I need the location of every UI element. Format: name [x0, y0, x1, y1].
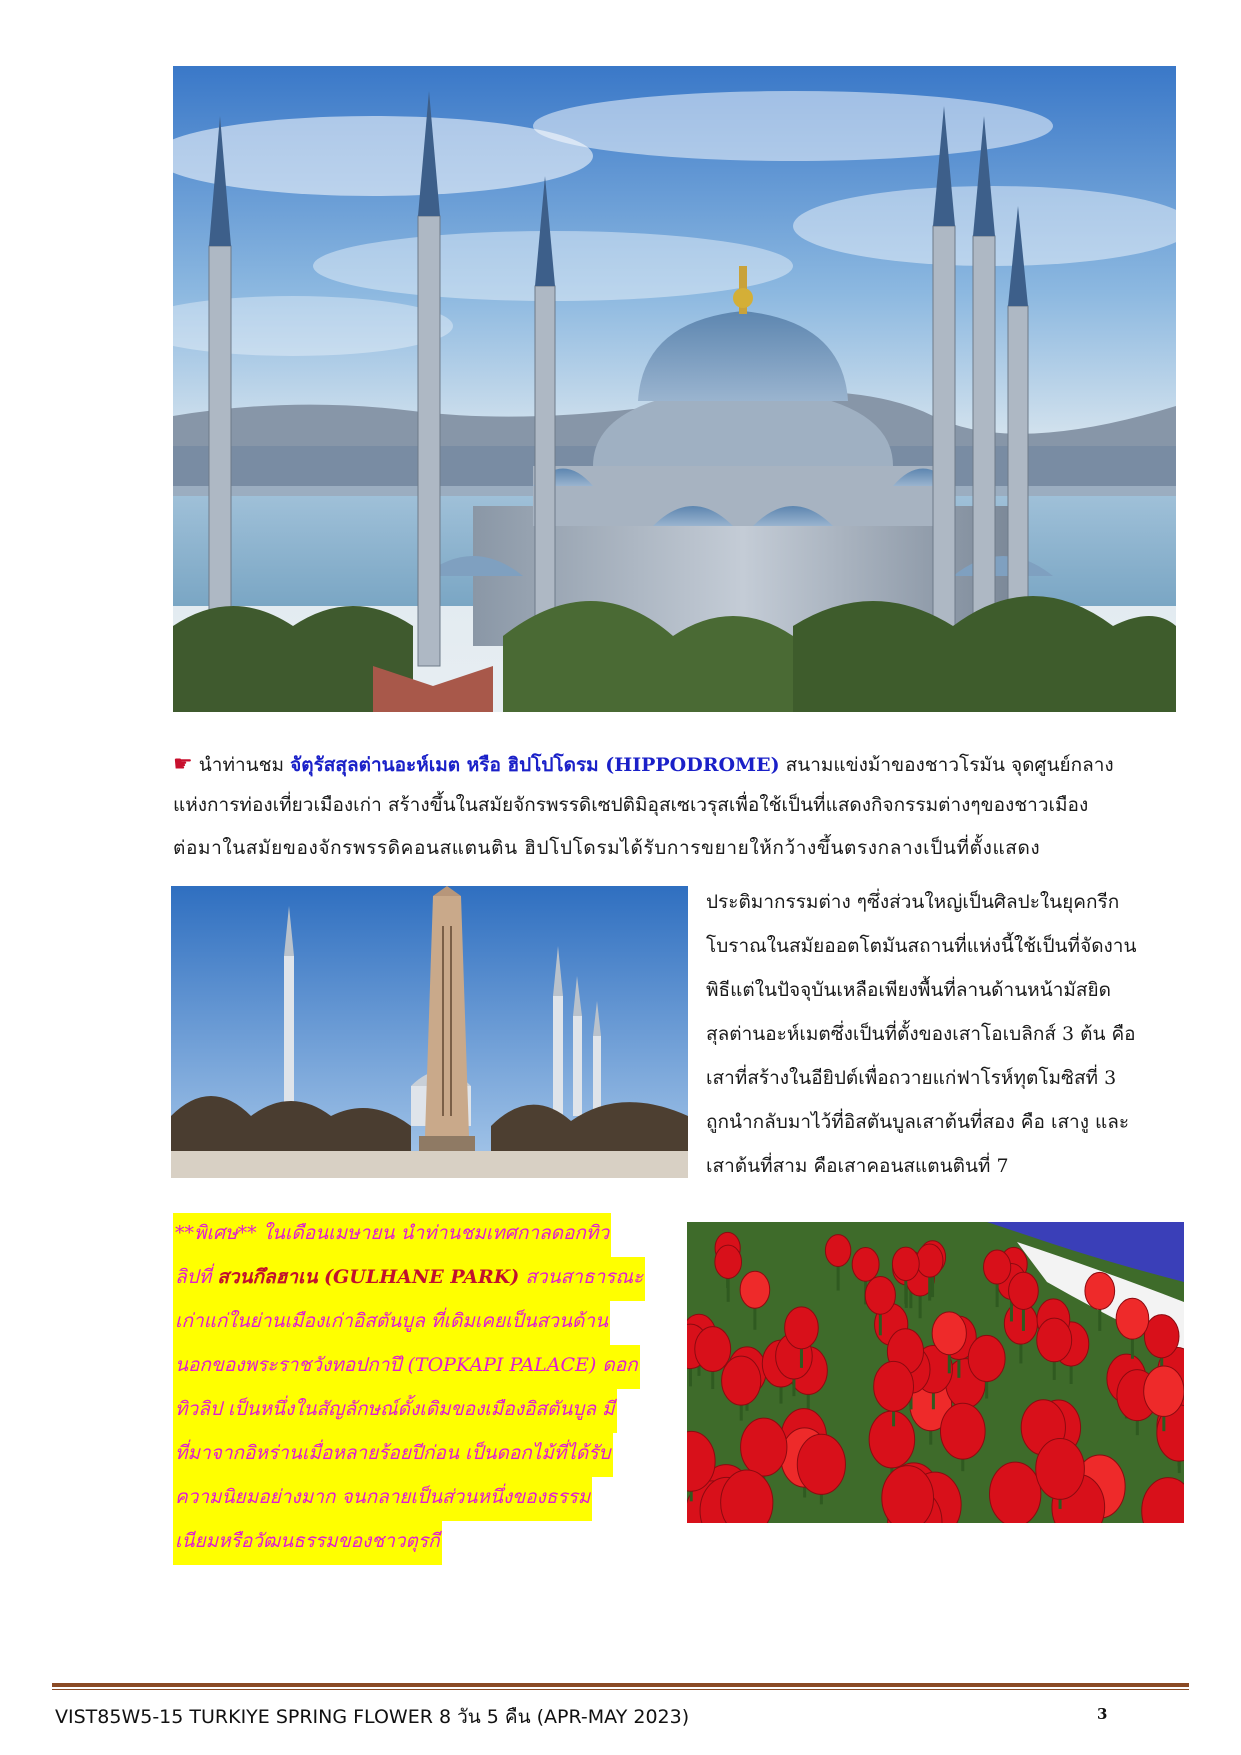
special-line: เก่าแก่ในย่านเมืองเก่าอิสตันบูล ที่เดิมเคยเป็นสวนด้าน — [173, 1301, 610, 1345]
footer-tour-code: VIST85W5-15 TURKIYE SPRING FLOWER 8 วัน 5 คืน (APR-MAY 2023) — [55, 1706, 690, 1728]
paragraph-line-2: แห่งการท่องเที่ยวเมืองเก่า สร้างขึ้นในสมัยจักรพรรดิเซปติมิอุสเซเวรุสเพื่อใช้เป็นที่แสดงกิจกรรมต่างๆของชาวเมือง — [173, 794, 1089, 816]
obelisk-photo — [171, 886, 688, 1178]
special-tulip-note — [173, 1213, 669, 1565]
column-line: ประติมากรรมต่าง ๆซึ่งส่วนใหญ่เป็นศิลปะในยุคกรีก — [706, 891, 1120, 913]
intro-rest: สนามแข่งม้าของชาวโรมัน จุดศูนย์กลาง — [785, 754, 1114, 776]
special-line: **พิเศษ** ในเดือนเมษายน นำท่านชมเทศกาลดอกทิว — [173, 1213, 611, 1257]
paragraph-line-1 — [173, 745, 1188, 785]
special-line: ทิวลิป เป็นหนึ่งในสัญลักษณ์ดั้งเดิมของเมืองอิสตันบูล มี — [173, 1389, 617, 1433]
special-line: ความนิยมอย่างมาก จนกลายเป็นส่วนหนึ่งของธรรม — [173, 1477, 592, 1521]
column-line: เสาที่สร้างในอียิปต์เพื่อถวายแก่ฟาโรห์ทุตโมซิสที่ 3 — [706, 1067, 1117, 1089]
special-line2-post: สวนสาธารณะ — [519, 1266, 644, 1288]
hippodrome-title: จัตุรัสสุลต่านอะห์เมต หรือ ฮิปโปโดรม (HIPPODROME) — [290, 754, 780, 776]
pointing-hand-icon: ☛ — [173, 752, 193, 777]
footer-rule — [52, 1683, 1189, 1687]
page-number: 3 — [1097, 1705, 1108, 1723]
footer-rule-thin — [52, 1689, 1189, 1690]
column-line: เสาต้นที่สาม คือเสาคอนสแตนตินที่ 7 — [706, 1155, 1009, 1177]
blue-mosque-photo — [173, 66, 1176, 712]
special-line-park — [173, 1257, 645, 1301]
tulips-photo — [687, 1222, 1184, 1523]
gulhane-park-name: สวนกึลฮาเน (GULHANE PARK) — [217, 1266, 520, 1288]
intro-lead: นำท่านชม — [198, 754, 285, 776]
special-line: ที่มาจากอิหร่านเมื่อหลายร้อยปีก่อน เป็นดอกไม้ที่ได้รับ — [173, 1433, 613, 1477]
special-line2-pre: ลิปที่ — [175, 1266, 218, 1288]
column-line: ถูกนำกลับมาไว้ที่อิสตันบูลเสาต้นที่สอง คือ เสางู และ — [706, 1111, 1130, 1133]
special-line: นอกของพระราชวังทอปกาปึ (TOPKAPI PALACE) ดอก — [173, 1345, 640, 1389]
column-line: สุลต่านอะห์เมตซึ่งเป็นที่ตั้งของเสาโอเบลิกส์ 3 ต้น คือ — [706, 1023, 1136, 1045]
column-line: พิธีแต่ในปัจจุบันเหลือเพียงพื้นที่ลานด้านหน้ามัสยิด — [706, 979, 1111, 1001]
special-line: เนียมหรือวัฒนธรรมของชาวตุรกี — [173, 1521, 442, 1565]
paragraph-line-3: ต่อมาในสมัยของจักรพรรดิคอนสแตนติน ฮิปโปโดรมได้รับการขยายให้กว้างขึ้นตรงกลางเป็นที่ตั้งแสดง — [173, 837, 1041, 859]
column-line: โบราณในสมัยออตโตมันสถานที่แห่งนี้ใช้เป็นที่จัดงาน — [706, 935, 1137, 957]
paragraph-column — [706, 880, 1186, 1188]
